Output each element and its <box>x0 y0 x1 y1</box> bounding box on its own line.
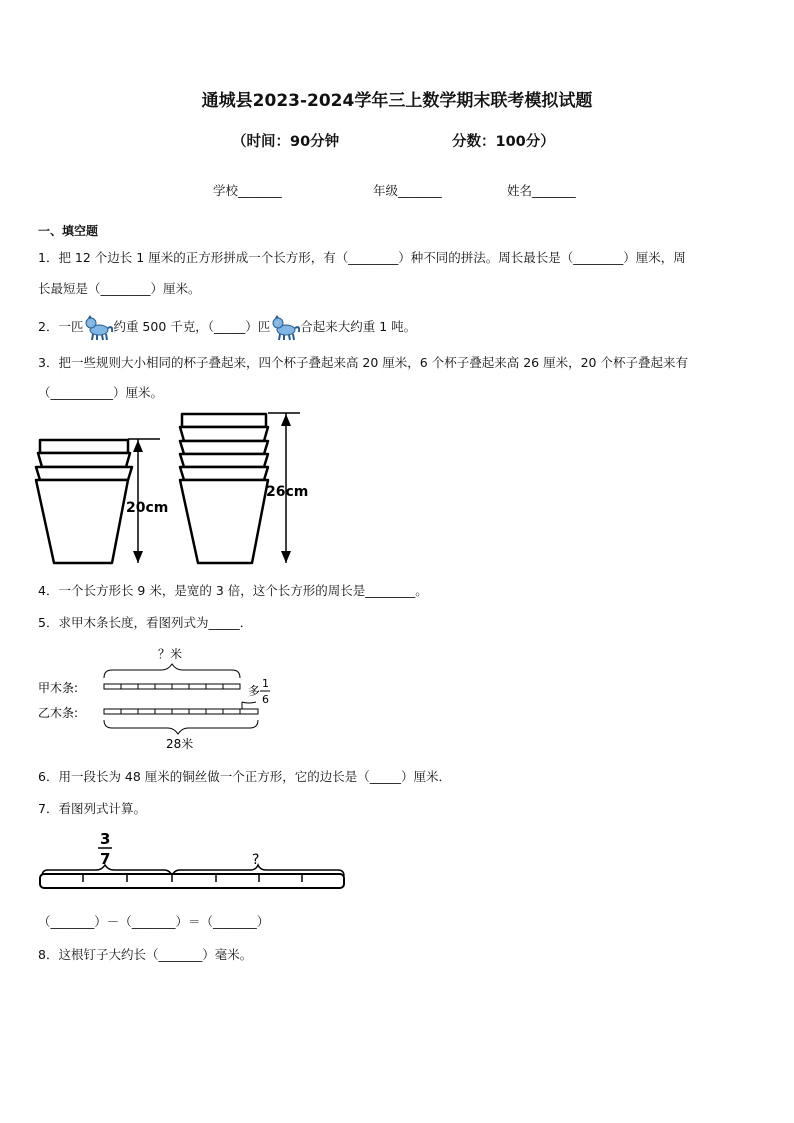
question-2-part-a: 2．一匹 <box>38 319 84 334</box>
wood-bottom-label: 28米 <box>166 737 194 751</box>
question-1-line-1: 1．把 12 个边长 1 厘米的正方形拼成一个长方形，有（________）种不同的拼法。周长最长是（________）厘米，周 <box>38 250 686 265</box>
question-7: 7．看图列式计算。 <box>38 801 146 816</box>
cup-rim <box>40 440 128 453</box>
question-2-part-b: 约重 500 千克，（_____）匹 <box>113 319 271 334</box>
cup-rim <box>180 454 268 467</box>
section-fill-blank-heading: 一、填空题 <box>38 224 99 238</box>
grade-field: 年级_______ <box>373 183 442 198</box>
cups-height-label-left: 20cm <box>126 500 169 516</box>
jia-label: 甲木条: <box>38 681 79 695</box>
bottom-brace <box>104 720 258 734</box>
school-field: 学校_______ <box>213 183 282 198</box>
yi-label: 乙木条: <box>38 706 79 720</box>
cup-rim <box>180 467 268 480</box>
question-8: 8．这根钉子大约长（_______）毫米。 <box>38 947 253 962</box>
question-7-blanks: （_______）－（_______）＝（_______） <box>38 914 270 929</box>
bar7-fraction-numerator: 3 <box>100 830 111 848</box>
name-field: 姓名_______ <box>507 183 576 198</box>
time-label: （时间：90分钟 <box>232 134 340 150</box>
question-1-line-2: 长最短是（________）厘米。 <box>38 281 201 296</box>
question-3-line-2: （__________）厘米。 <box>38 385 164 400</box>
bar7-fraction-denominator: 7 <box>100 850 111 868</box>
duo-label: 多 <box>248 684 261 698</box>
horse-icon <box>270 315 300 341</box>
question-6: 6．用一段长为 48 厘米的铜丝做一个正方形，它的边长是（_____）厘米． <box>38 769 452 784</box>
cup-rim <box>36 467 132 480</box>
question-4: 4．一个长方形长 9 米，是宽的 3 倍，这个长方形的周长是________。 <box>38 583 428 598</box>
horse-icon <box>83 315 113 341</box>
question-5: 5．求甲木条长度，看图列式为_____． <box>38 615 253 630</box>
question-2-part-c: 合起来大约重 1 吨。 <box>300 319 417 334</box>
question-3-line-1: 3．把一些规则大小相同的杯子叠起来，四个杯子叠起来高 20 厘米，6 个杯子叠起来高 26 厘米，20 个杯子叠起来有 <box>38 355 688 370</box>
cup-rim <box>38 453 130 467</box>
cups-height-label-right: 26cm <box>266 484 309 500</box>
cup-rim <box>180 441 268 454</box>
fraction-numerator: 1 <box>262 677 269 690</box>
top-brace <box>104 664 240 678</box>
wood-top-label: ？米 <box>158 647 183 661</box>
page-title: 通城县2023-2024学年三上数学期末联考模拟试题 <box>201 91 593 111</box>
wood-strips-figure <box>36 640 286 755</box>
stacked-cups-figure <box>34 408 324 574</box>
score-label: 分数：100分） <box>452 134 555 150</box>
cup-rim <box>180 427 268 441</box>
bar7-question-mark: ? <box>252 852 260 868</box>
cup-body <box>180 480 268 563</box>
cup-rim <box>182 414 266 427</box>
fraction-denominator: 6 <box>262 693 269 706</box>
question-2 <box>38 314 416 341</box>
bar7-bar <box>40 874 344 888</box>
cup-body <box>36 480 128 563</box>
fraction-bar-figure <box>36 826 348 900</box>
